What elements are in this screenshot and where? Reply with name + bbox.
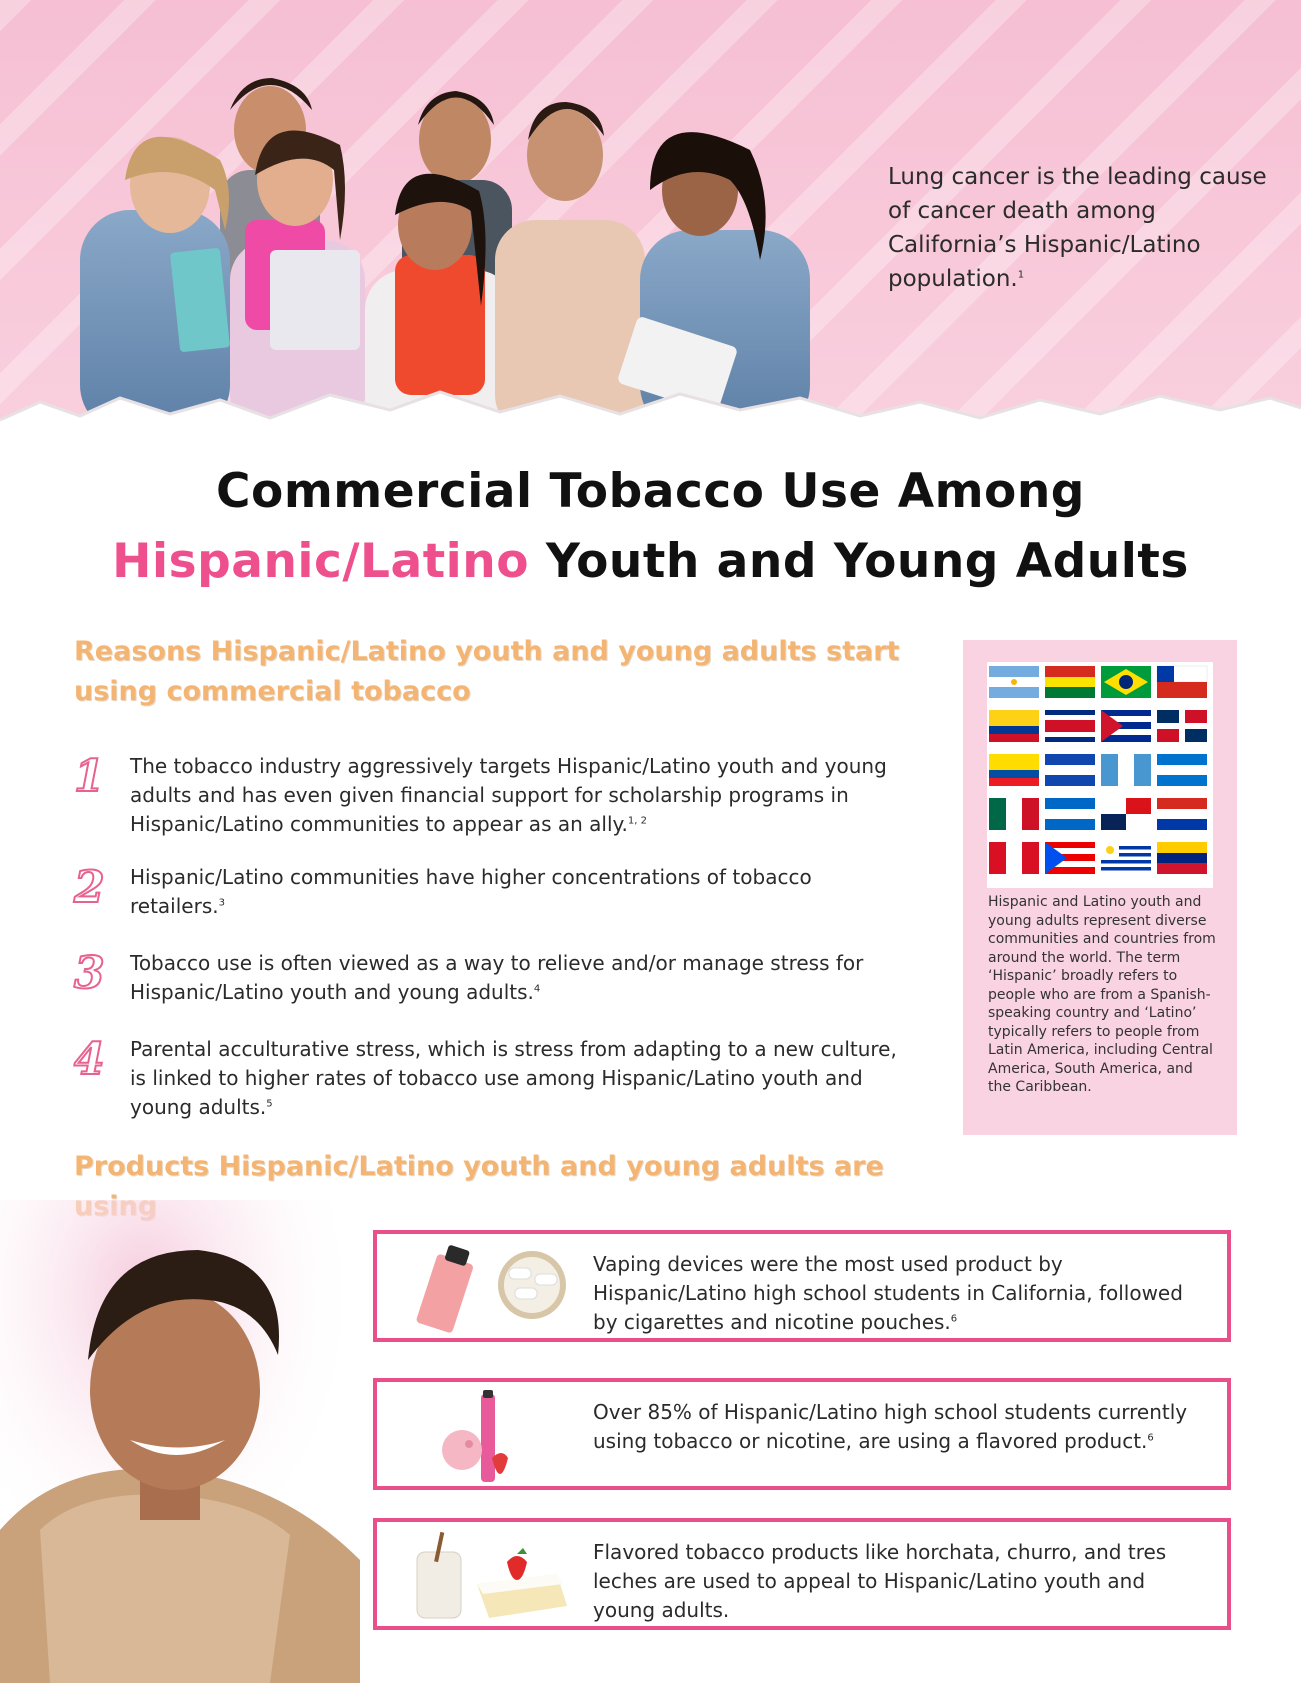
products-heading: Products Hispanic/Latino youth and young adults are [74,1151,884,1182]
title-line-1: Commercial Tobacco Use Among [216,464,1085,519]
footnote-ref: 6 [950,1313,958,1325]
venezuela-flag-icon [1157,842,1207,874]
product-card [373,1378,1231,1490]
reason-number: 3 [74,948,105,999]
title-accent: Hispanic/Latino [112,534,530,589]
product-card-text: Vaping devices were the most used product by Hispanic/Latino high school students in California, followed by cigarettes and nicotine pouches.$^6$ [593,1252,1183,1334]
footnote-ref: 4 [533,983,541,995]
horchata-drink-icon [417,1532,461,1618]
reason-number: 1 [74,751,105,802]
chile-flag-icon [1157,666,1207,698]
sidebar-description: Hispanic and Latino youth and young adults represent diverse communities and countries from around the world. The term ‘Hispanic’ broadly refers to people who are from a Spanish-speaking country and ‘Latino’ typically refers to people from Latin America, including Central America, South America, and the Caribbean. [988,894,1216,1095]
torn-paper-edge [0,380,1301,445]
uruguay-flag-icon [1101,842,1151,874]
costa-rica-flag-icon [1045,710,1095,742]
reason-text: Parental acculturative stress, which is stress from adapting to a new culture, is linked to higher rates of tobacco use among Hispanic/Latino youth and young adults.$^5$ [130,1037,897,1119]
product-card [373,1518,1231,1630]
panama-flag-icon [1101,798,1151,830]
footnote-ref: 3 [218,897,225,909]
mexico-flag-icon [989,798,1039,830]
puerto-rico-flag-icon [1045,842,1095,874]
nicaragua-flag-icon [1045,798,1095,830]
reason-text: The tobacco industry aggressively targets Hispanic/Latino youth and young adults and has even given financial support for scholarship programs in Hispanic/Latino communities to appear as an ally.$^{1, 2}$ [130,754,887,836]
footnote-ref: 6 [1147,1432,1154,1444]
reason-text: Hispanic/Latino communities have higher concentrations of tobacco retailers.$^3$ [130,865,812,918]
product-card-text: Flavored tobacco products like horchata, churro, and tres leches are used to appeal to Hispanic/Latino youth and young adults. [593,1540,1167,1622]
argentina-flag-icon [989,666,1039,698]
group-photo [40,40,840,435]
guatemala-flag-icon [1101,754,1151,786]
colombia-flag-icon [989,710,1039,742]
title-line-2 [0,526,1301,598]
bolivia-flag-icon [1045,666,1095,698]
brazil-flag-icon [1101,666,1151,698]
card-illustration [397,1388,577,1484]
page-title [0,458,1301,598]
hero-banner [0,0,1301,445]
product-card [373,1230,1231,1342]
reasons-heading: Reasons Hispanic/Latino youth and young adults start using commercial tobacco [74,636,900,707]
dominican-republic-flag-icon [1157,710,1207,742]
sidebar-box [963,640,1237,1135]
card-illustration [397,1528,577,1624]
cuba-flag-icon [1101,710,1151,742]
disposable-vape-icon [481,1390,495,1482]
ecuador-flag-icon [989,754,1039,786]
card-illustration [397,1240,577,1336]
lung-cancer-fact: Lung cancer is the leading cause of cancer death among California’s Hispanic/Latino population.$^1$ [888,164,1267,292]
reason-number: 2 [74,862,105,913]
honduras-flag-icon [1157,754,1207,786]
paraguay-flag-icon [1157,798,1207,830]
flag-grid [987,662,1213,888]
tres-leches-cake-icon [477,1548,567,1618]
footnote-ref: 1 [1017,269,1025,281]
reason-number: 4 [74,1034,105,1085]
young-man-portrait [0,1200,360,1683]
footnote-ref: 1, 2 [627,815,647,827]
strawberry-ice-cream-icon [442,1430,508,1474]
footnote-ref: 5 [266,1098,273,1110]
el-salvador-flag-icon [1045,754,1095,786]
peru-flag-icon [989,842,1039,874]
title-rest: Youth and Young Adults [529,534,1189,589]
nicotine-pouch-tin-icon [498,1251,566,1319]
vape-device-icon [416,1242,478,1334]
reason-text: Tobacco use is often viewed as a way to relieve and/or manage stress for Hispanic/Latino youth and young adults.$^4$ [130,951,864,1004]
product-card-text: Over 85% of Hispanic/Latino high school students currently using tobacco or nicotine, are using a flavored product.$^6$ [593,1400,1188,1453]
